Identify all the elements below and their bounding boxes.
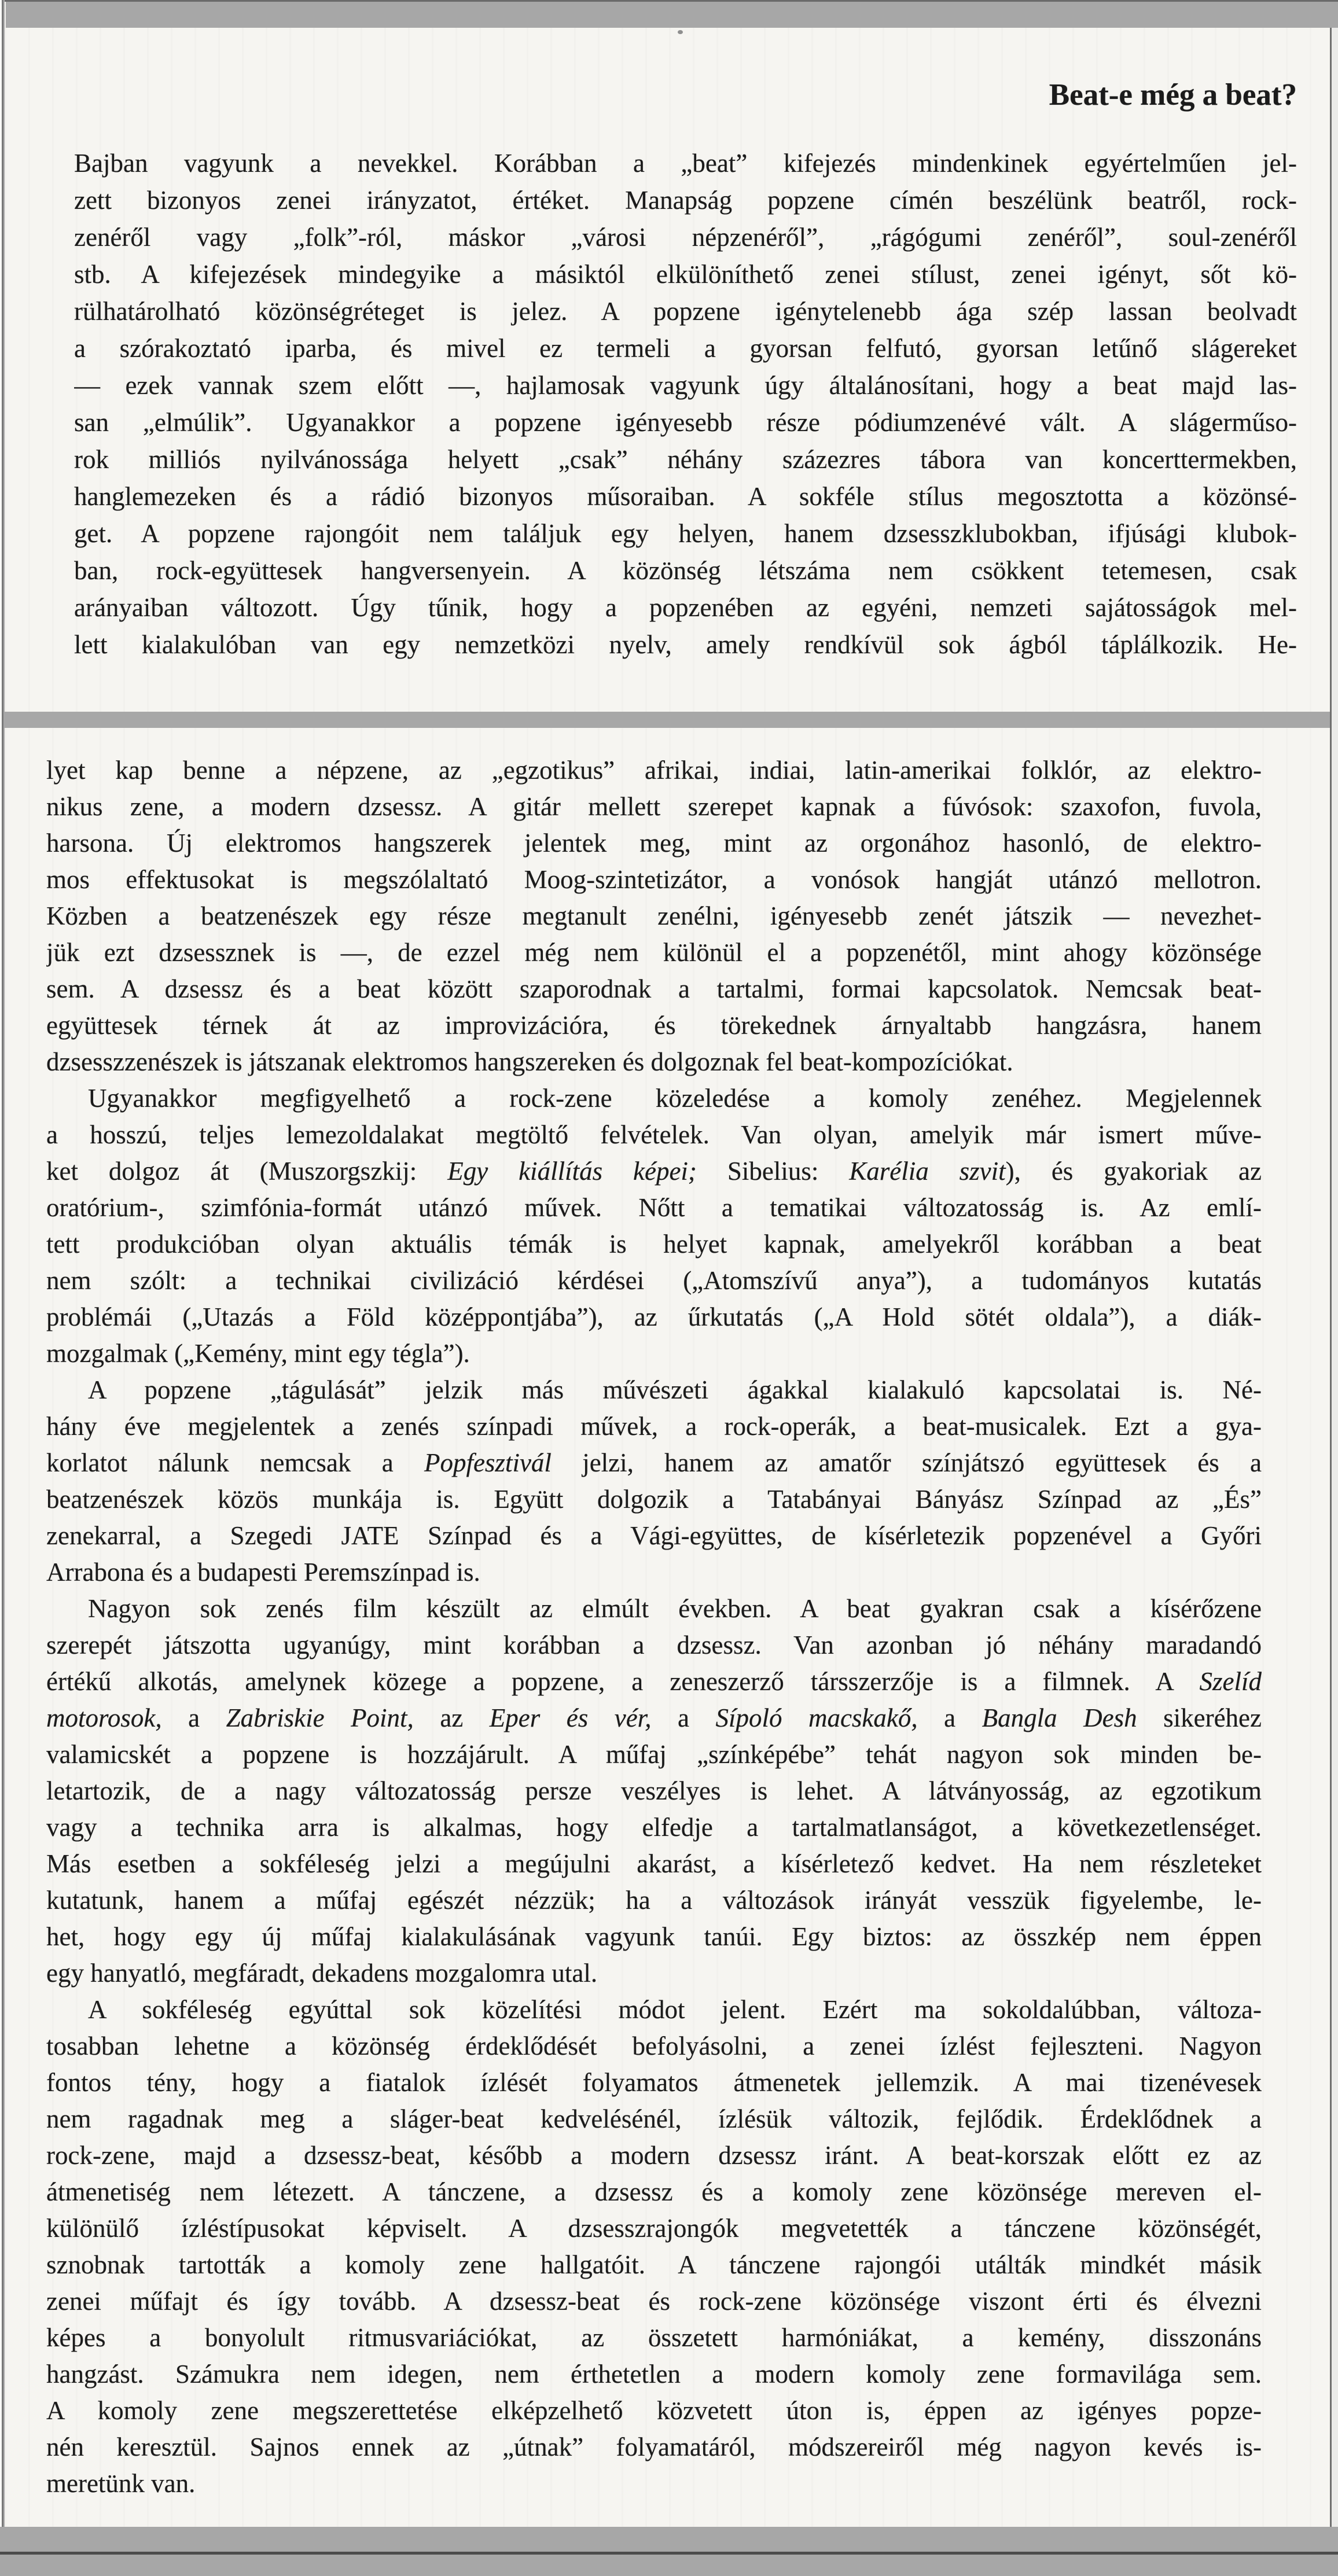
text-line: mos effektusokat is megszólaltató Moog-szintetizátor, a vonósok hangját utánzó mellotron. [46, 865, 1262, 894]
text-line: tett produkcióban olyan aktuális témák is helyet kapnak, amelyekről korábban a beat [46, 1230, 1262, 1258]
text-line: mozgalmak („Kemény, mint egy tégla”). [46, 1339, 470, 1368]
text-line: átmenetiség nem létezett. A tánczene, a dzsessz és a komoly zene közönsége mereven el- [46, 2177, 1262, 2206]
text-line: problémái („Utazás a Föld középpontjába”), az űrkutatás („A Hold sötét oldala”), a diák- [46, 1302, 1262, 1331]
page-left-edge-line [2, 0, 3, 2553]
text-line: nem szólt: a technikai civilizáció kérdései („Atomszívű anya”), a tudományos kutatás [46, 1266, 1262, 1295]
text-line: szerepét játszotta ugyanúgy, mint korábban a dzsessz. Van azonban jó néhány maradandó [46, 1631, 1262, 1659]
scan-artifact-dot [678, 30, 683, 34]
text-line: lett kialakulóban van egy nemzetközi nyelv, amely rendkívül sok ágból táplálkozik. He- [74, 630, 1297, 659]
text-line: korlatot nálunk nemcsak a Popfesztivál jelzi, hanem az amatőr színjátszó együttesek és a [46, 1448, 1262, 1477]
text-line: együttesek térnek át az improvizációra, és törekednek árnyaltabb hangzásra, hanem [46, 1011, 1262, 1040]
text-line: sznobnak tartották a komoly zene hallgatóit. A tánczene rajongói utálták mindkét másik [46, 2250, 1262, 2279]
text-line: valamicskét a popzene is hozzájárult. A műfaj „színképébe” tehát nagyon sok minden be- [46, 1740, 1262, 1769]
text-line: ban, rock-együttesek hangversenyein. A közönség létszáma nem csökkent tetemesen, csak [74, 556, 1297, 585]
text-line: dzsesszzenészek is játszanak elektromos hangszereken és dolgoznak fel beat-kompozíciókat. [46, 1047, 1013, 1076]
text-line: zenei műfajt és így tovább. A dzsessz-beat és rock-zene közönsége viszont érti és élvezni [46, 2287, 1262, 2316]
text-line: nikus zene, a modern dzsessz. A gitár mellett szerepet kapnak a fúvósok: szaxofon, fuvola, [46, 792, 1262, 821]
text-line: Közben a beatzenészek egy része megtanult zenélni, igényesebb zenét játszik — nevezhet- [46, 901, 1262, 930]
text-line: lyet kap benne a népzene, az „egzotikus” afrikai, indiai, latin-amerikai folklór, az elektro- [46, 756, 1262, 785]
text-line: harsona. Új elektromos hangszerek jelentek meg, mint az orgonához hasonló, de elektro- [46, 829, 1262, 858]
text-line: kutatunk, hanem a műfaj egészét nézzük; ha a változások irányát vesszük figyelembe, le- [46, 1886, 1262, 1915]
text-line: meretünk van. [46, 2469, 196, 2498]
text-line: zett bizonyos zenei irányzatot, értéket. Manapság popzene címén beszélünk beatről, rock- [74, 186, 1297, 215]
scan-top-edge-line [5, 0, 1338, 2]
page-bottom-edge-line [0, 2552, 1338, 2555]
text-line: — ezek vannak szem előtt —, hajlamosak vagyunk úgy általánosítani, hogy a beat majd las- [74, 371, 1297, 400]
article-title: Beat-e még a beat? [1049, 78, 1297, 112]
text-line: fontos tény, hogy a fiatalok ízlését folyamatos átmenetek jellemzik. A mai tizenévesek [46, 2068, 1262, 2097]
text-line: hány éve megjelentek a zenés színpadi művek, a rock-operák, a beat-musicalek. Ezt a gya- [46, 1412, 1262, 1441]
text-line: arányaiban változott. Úgy tűnik, hogy a popzenében az egyéni, nemzeti sajátosságok mel- [74, 593, 1297, 622]
text-line: a szórakoztató iparba, és mivel ez termeli a gyorsan felfutó, gyorsan letűnő slágereket [74, 334, 1297, 363]
text-line: tosabban lehetne a közönség érdeklődését befolyásolni, a zenei ízlést fejleszteni. Nagyon [46, 2032, 1262, 2060]
page-right-margin-strip [1332, 0, 1338, 2553]
text-line: A komoly zene megszerettetése elképzelhető közvetett úton is, éppen az igényes popze- [46, 2396, 1262, 2425]
scan-top-gray-bar [6, 0, 1338, 28]
text-line: A popzene „tágulását” jelzik más művészeti ágakkal kialakuló kapcsolatai is. Né- [88, 1375, 1262, 1404]
text-line: Bajban vagyunk a nevekkel. Korábban a „beat” kifejezés mindenkinek egyértelműen jel- [74, 149, 1297, 178]
text-line: rülhatárolható közönségréteget is jelez. A popzene igénytelenebb ága szép lassan beolvadt [74, 297, 1297, 326]
text-line: nem ragadnak meg a sláger-beat kedvelésénél, ízlésük változik, fejlődik. Érdeklődnek a [46, 2104, 1262, 2133]
text-line: oratórium-, szimfónia-formát utánzó művek. Nőtt a tematikai változatosság is. Az emlí- [46, 1193, 1262, 1222]
text-line: letartozik, de a nagy változatosság persze veszélyes is lehet. A látványosság, az egzotikum [46, 1776, 1262, 1805]
text-line: Nagyon sok zenés film készült az elmúlt években. A beat gyakran csak a kísérőzene [88, 1594, 1262, 1623]
text-line: het, hogy egy új műfaj kialakulásának vagyunk tanúi. Egy biztos: az összkép nem éppen [46, 1922, 1262, 1951]
text-line: beatzenészek közös munkája is. Együtt dolgozik a Tatabányai Bányász Színpad az „És” [46, 1485, 1262, 1514]
text-line: hangzást. Számukra nem idegen, nem érthetetlen a modern komoly zene formavilága sem. [46, 2360, 1262, 2389]
article-text-block-lower [46, 752, 1262, 2502]
article-text-block-upper [74, 145, 1297, 663]
text-line: Ugyanakkor megfigyelhető a rock-zene közeledése a komoly zenéhez. Megjelennek [88, 1084, 1262, 1113]
text-line: értékű alkotás, amelynek közege a popzene, a zeneszerző társszerzője is a filmnek. A Szelíd [46, 1667, 1262, 1696]
text-line: san „elmúlik”. Ugyanakkor a popzene igényesebb része pódiumzenévé vált. A slágerműso- [74, 408, 1297, 437]
text-line: képes a bonyolult ritmusvariációkat, az összetett harmóniákat, a kemény, disszonáns [46, 2323, 1262, 2352]
text-line: zenéről vagy „folk”-ról, máskor „városi népzenéről”, „rágógumi zenéről”, soul-zenéről [74, 223, 1297, 252]
text-line: rok milliós nyilvánossága helyett „csak” néhány százezres tábora van koncerttermekben, [74, 445, 1297, 474]
text-line: ket dolgoz át (Muszorgszkij: Egy kiállítás képei; Sibelius: Karélia szvit), és gyakoriak az [46, 1157, 1262, 1186]
text-line: jük ezt dzsessznek is —, de ezzel még nem különül el a popzenétől, mint ahogy közönsége [46, 938, 1262, 967]
text-line: get. A popzene rajongóit nem találjuk egy helyen, hanem dzsesszklubokban, ifjúsági klubok- [74, 519, 1297, 548]
text-line: rock-zene, majd a dzsessz-beat, később a modern dzsessz iránt. A beat-korszak előtt ez az [46, 2141, 1262, 2170]
text-line: sem. A dzsessz és a beat között szaporodnak a tartalmi, formai kapcsolatok. Nemcsak beat- [46, 974, 1262, 1003]
text-line: nén keresztül. Sajnos ennek az „útnak” folyamatáról, módszereiről még nagyon kevés is- [46, 2433, 1262, 2461]
page-right-edge-line [1330, 0, 1332, 2553]
text-line: különülő ízléstípusokat képviselt. A dzsesszrajongók megvetették a tánczene közönségét, [46, 2214, 1262, 2243]
text-line: hanglemezeken és a rádió bizonyos műsoraiban. A sokféle stílus megosztotta a közönsé- [74, 482, 1297, 511]
scan-divider-gray-bar [3, 712, 1330, 728]
text-line: A sokféleség egyúttal sok közelítési módot jelent. Ezért ma sokoldalúbban, változa- [88, 1995, 1262, 2024]
text-line: Arrabona és a budapesti Peremszínpad is. [46, 1558, 480, 1587]
text-line: zenekarral, a Szegedi JATE Színpad és a Vági-együttes, de kísérletezik popzenével a Győri [46, 1521, 1262, 1550]
text-line: motorosok, a Zabriskie Point, az Eper és vér, a Sípoló macskakő, a Bangla Desh sikeréhez [46, 1703, 1262, 1732]
text-line: egy hanyatló, megfáradt, dekadens mozgalomra utal. [46, 1959, 598, 1988]
text-line: Más esetben a sokféleség jelzi a megújulni akarást, a kísérletező kedvet. Ha nem részleteket [46, 1849, 1262, 1878]
text-line: a hosszú, teljes lemezoldalakat megtöltő felvételek. Van olyan, amelyik már ismert műve- [46, 1120, 1262, 1149]
text-line: stb. A kifejezések mindegyike a másiktól elkülöníthető zenei stílust, zenei igényt, sőt kö- [74, 260, 1297, 289]
text-line: vagy a technika arra is alkalmas, hogy elfedje a tartalmatlanságot, a következetlenséget. [46, 1813, 1262, 1842]
